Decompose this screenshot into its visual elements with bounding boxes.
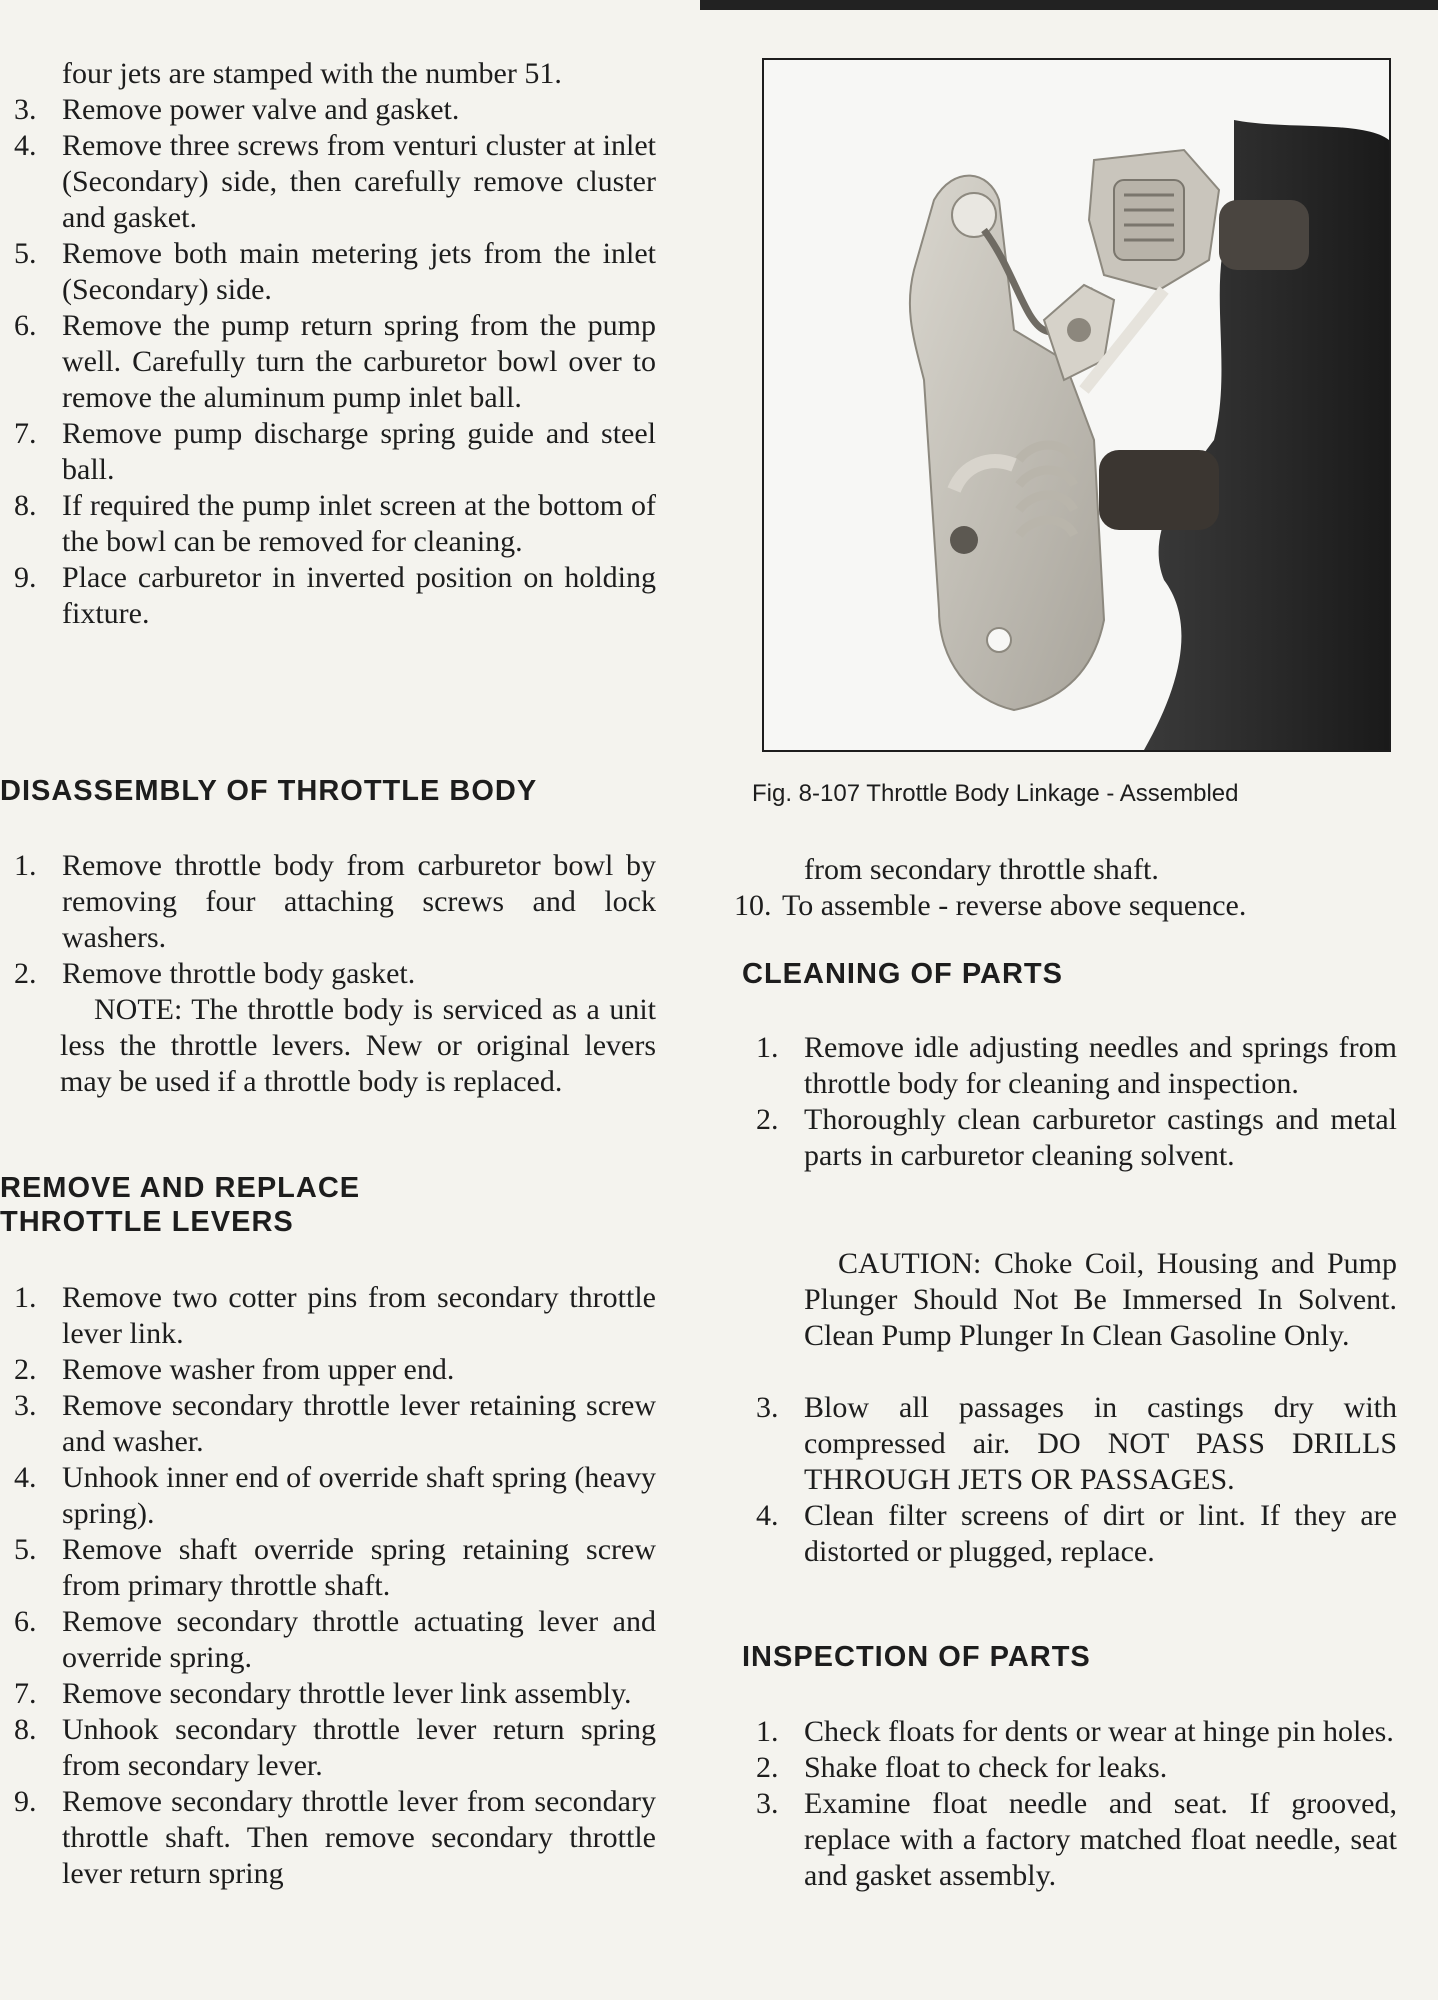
list-item [0, 128, 656, 236]
step-number: 6. [14, 309, 37, 342]
step-10-list [720, 888, 1392, 924]
list-item [0, 488, 656, 560]
step-text: Shake float to check for leaks. [804, 1751, 1168, 1784]
step-text: Remove idle adjusting needles and springs from throttle body for cleaning and inspection. [804, 1031, 1397, 1100]
section-heading-cleaning: CLEANING OF PARTS [742, 958, 1063, 990]
step-number: 3. [14, 93, 37, 126]
list-item [0, 1712, 656, 1784]
step-text: Remove pump discharge spring guide and steel ball. [62, 417, 656, 486]
step-text: Thoroughly clean carburetor castings and metal parts in carburetor cleaning solvent. [804, 1103, 1397, 1172]
step-number: 5. [14, 1533, 37, 1566]
list-item [0, 416, 656, 488]
list-item [0, 1604, 656, 1676]
list-item [0, 92, 656, 128]
step-number: 7. [14, 417, 37, 450]
step-text: If required the pump inlet screen at the bottom of the bowl can be removed for cleaning. [62, 489, 656, 558]
step-text: Remove two cotter pins from secondary throttle lever link. [62, 1281, 656, 1350]
step-number: 5. [14, 237, 37, 270]
step-number: 2. [756, 1751, 779, 1784]
step-text: Remove power valve and gasket. [62, 93, 460, 126]
list-item [742, 1030, 1397, 1102]
note-throttle-body: NOTE: The throttle body is serviced as a unit less the throttle levers. New or original levers may be used if a throttle body is replaced. [60, 993, 656, 1098]
step-text: Clean filter screens of dirt or lint. If they are distorted or plugged, replace. [804, 1499, 1397, 1568]
step-number: 8. [14, 489, 37, 522]
step-number: 4. [14, 129, 37, 162]
step-text: Remove the pump return spring from the pump well. Carefully turn the carburetor bowl over to remove the aluminum pump inlet ball. [62, 309, 656, 414]
step-number: 9. [14, 561, 37, 594]
figure-throttle-linkage-photo [762, 58, 1391, 752]
step-text: Remove throttle body gasket. [62, 957, 416, 990]
list-item [742, 1498, 1397, 1570]
step-number: 2. [14, 957, 37, 990]
step-number: 2. [14, 1353, 37, 1386]
cleaning-steps-list-continued [742, 1390, 1397, 1570]
step-text: Unhook inner end of override shaft spring (heavy spring). [62, 1461, 656, 1530]
step-number: 3. [756, 1787, 779, 1820]
step-number: 1. [756, 1715, 779, 1748]
throttle-linkage-illustration [764, 60, 1389, 750]
disassembly-steps-list [0, 848, 656, 992]
step-9-continuation: from secondary throttle shaft. [804, 853, 1159, 886]
list-item [0, 1280, 656, 1352]
list-item [742, 1714, 1397, 1750]
step-text: Remove secondary throttle lever retaining screw and washer. [62, 1389, 656, 1458]
step-number: 7. [14, 1677, 37, 1710]
inspection-steps-list [742, 1714, 1397, 1894]
step-text: Remove shaft override spring retaining screw from primary throttle shaft. [62, 1533, 656, 1602]
list-item [0, 560, 656, 632]
figure-caption: Fig. 8-107 Throttle Body Linkage - Assembled [752, 780, 1239, 807]
levers-steps-list [0, 1280, 656, 1892]
list-item [0, 1460, 656, 1532]
section-heading-remove-replace: REMOVE AND REPLACE THROTTLE LEVERS [0, 1172, 361, 1238]
step-text: Remove secondary throttle lever from secondary throttle shaft. Then remove secondary throttle lever return spring [62, 1785, 656, 1890]
step-number: 4. [756, 1499, 779, 1532]
list-item [742, 1390, 1397, 1498]
step-number: 1. [14, 849, 37, 882]
list-item [742, 1102, 1397, 1174]
step-text: Blow all passages in castings dry with compressed air. DO NOT PASS DRILLS THROUGH JETS OR PASSAGES. [804, 1391, 1397, 1496]
step-text: Remove both main metering jets from the inlet (Secondary) side. [62, 237, 656, 306]
step-text: To assemble - reverse above sequence. [782, 889, 1247, 922]
step-number: 3. [14, 1389, 37, 1422]
list-item [0, 1784, 656, 1892]
step-text: Remove throttle body from carburetor bowl by removing four attaching screws and lock washers. [62, 849, 656, 954]
step-text: Remove washer from upper end. [62, 1353, 455, 1386]
list-item [0, 1532, 656, 1604]
list-item [0, 308, 656, 416]
step-text: Check floats for dents or wear at hinge pin holes. [804, 1715, 1394, 1748]
step-text: four jets are stamped with the number 51. [62, 57, 562, 90]
step-text: Place carburetor in inverted position on holding fixture. [62, 561, 656, 630]
top-rule [700, 0, 1438, 10]
step-number: 4. [14, 1461, 37, 1494]
step-number: 2. [756, 1103, 779, 1136]
list-item [720, 888, 1392, 924]
list-item [0, 1676, 656, 1712]
section-heading-disassembly: DISASSEMBLY OF THROTTLE BODY [0, 775, 538, 807]
step-text: Examine float needle and seat. If grooved, replace with a factory matched float needle, seat and gasket assembly. [804, 1787, 1397, 1892]
step-number: 6. [14, 1605, 37, 1638]
step-text: Remove secondary throttle actuating lever and override spring. [62, 1605, 656, 1674]
list-item [0, 1352, 656, 1388]
step-text: Unhook secondary throttle lever return spring from secondary lever. [62, 1713, 656, 1782]
list-item [0, 236, 656, 308]
step-number: 10. [734, 889, 772, 922]
step-number: 9. [14, 1785, 37, 1818]
list-item [0, 1388, 656, 1460]
list-item [742, 1786, 1397, 1894]
step-number: 1. [14, 1281, 37, 1314]
caution-note: CAUTION: Choke Coil, Housing and Pump Plunger Should Not Be Immersed In Solvent. Clean Pump Plunger In Clean Gasoline Only. [804, 1247, 1397, 1352]
step-number: 1. [756, 1031, 779, 1064]
list-item [0, 848, 656, 956]
cleaning-steps-list [742, 1030, 1397, 1174]
step-number: 3. [756, 1391, 779, 1424]
step-text: Remove three screws from venturi cluster at inlet (Secondary) side, then carefully remove cluster and gasket. [62, 129, 656, 234]
list-item [0, 56, 656, 92]
list-item [0, 956, 656, 992]
step-text: Remove secondary throttle lever link assembly. [62, 1677, 632, 1710]
intro-steps-list [0, 56, 656, 632]
section-heading-inspection: INSPECTION OF PARTS [742, 1641, 1091, 1673]
step-number: 8. [14, 1713, 37, 1746]
list-item [742, 1750, 1397, 1786]
